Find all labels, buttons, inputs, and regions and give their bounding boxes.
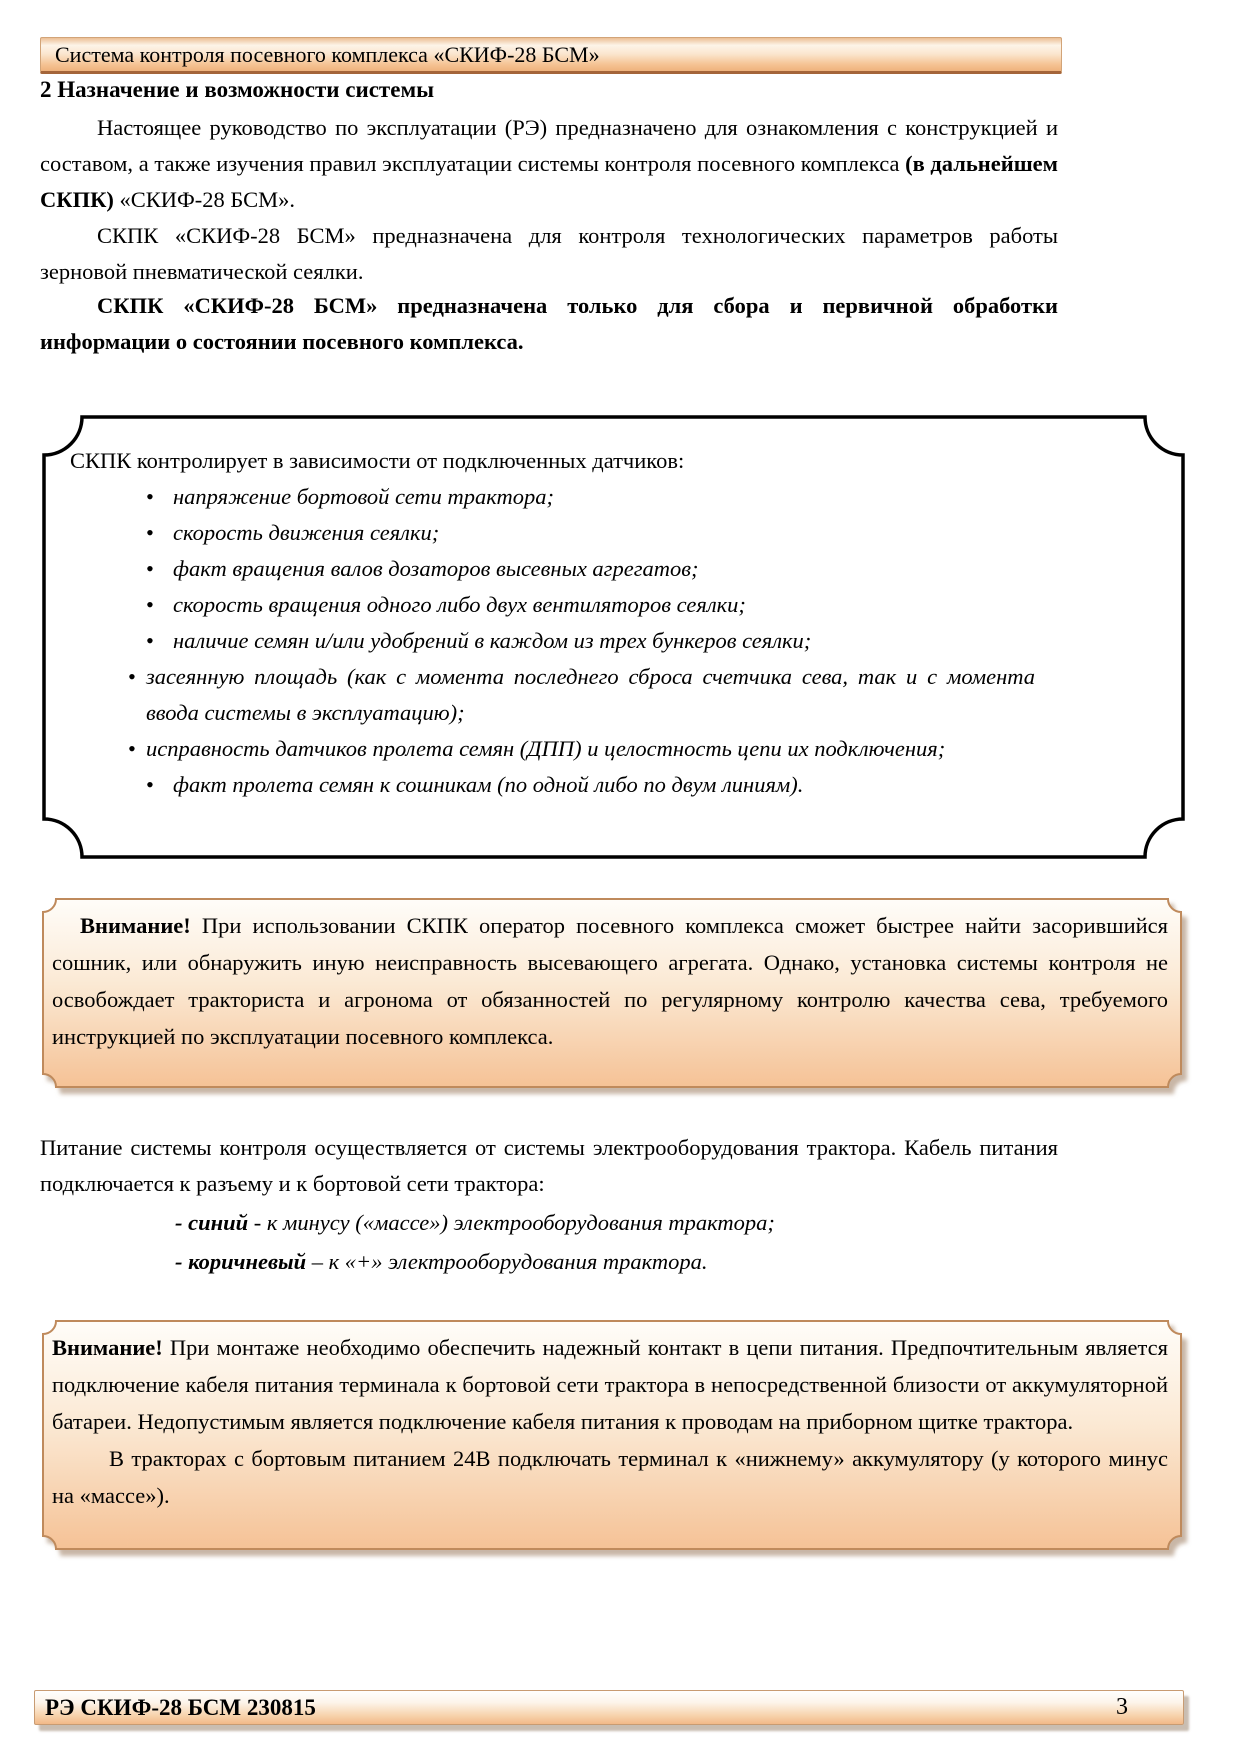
page-footer-banner (34, 1690, 1184, 1725)
sensor-list-item: • засеянную площадь (как с момента последнего сброса счетчика сева, так и с момента ввода системы в эксплуатацию); (70, 659, 1165, 731)
attention-box-mounting (42, 1320, 1182, 1550)
attention-label: Внимание! (80, 913, 191, 938)
sensor-list-item: • скорость движения сеялки; (70, 515, 1165, 551)
section-heading: 2 Назначение и возможности системы (40, 77, 435, 102)
sensor-capabilities-box (42, 415, 1185, 859)
header-title: Система контроля посевного комплекса «СКИФ-28 БСМ» (55, 41, 600, 67)
attention-box-mounting-content (42, 1320, 1182, 1514)
sensor-capabilities-content (42, 415, 1185, 803)
wire-blue-line (175, 1204, 1058, 1241)
attention-label: Внимание! (52, 1335, 163, 1360)
sensor-list-intro: СКПК контролирует в зависимости от подключенных датчиков: (70, 448, 685, 473)
power-section (40, 1130, 1058, 1280)
sensor-list-item: • скорость вращения одного либо двух вентиляторов сеялки; (70, 587, 1165, 623)
wire-brown-label: - коричневый (175, 1249, 307, 1274)
sensor-list (70, 479, 1165, 803)
intro-paragraph (40, 110, 1058, 218)
intro-paragraph-text: Настоящее руководство по эксплуатации (РЭ) предназначено для ознакомления с конструкцией и составом, а также изучения правил эксплуатации системы контроля посевного комплекса (40, 115, 1058, 176)
power-paragraph: Питание системы контроля осуществляется от системы электрооборудования трактора. Кабель питания подключается к разъему и к бортовой сети трактора: (40, 1135, 1058, 1196)
page-header-banner (40, 37, 1062, 74)
wire-blue-label: - синий (175, 1210, 249, 1235)
intro-paragraph-tail: «СКИФ-28 БСМ». (113, 187, 296, 212)
attention-box-operator-content (42, 898, 1182, 1055)
wire-blue-text: - к минусу («массе») электрооборудования трактора; (248, 1210, 775, 1235)
sensor-list-item: • напряжение бортовой сети трактора; (70, 479, 1165, 515)
attention-paragraph (52, 907, 1168, 1055)
attention-paragraph (52, 1329, 1168, 1440)
footer-page-number: 3 (1116, 1694, 1128, 1720)
scope-paragraph-bold: СКПК «СКИФ-28 БСМ» предназначена только для сбора и первичной обработки информации о состоянии посевного комплекса. (40, 293, 1058, 354)
sensor-list-item: • факт пролета семян к сошникам (по одной либо по двум линиям). (70, 767, 1165, 803)
footer-document-id: РЭ СКИФ-28 БСМ 230815 (45, 1694, 316, 1720)
attention-text: При монтаже необходимо обеспечить надежный контакт в цепи питания. Предпочтительным является подключение кабеля питания терминала к бортовой сети трактора в непосредственной близости от аккумуляторной батареи. Недопустимым является подключение кабеля питания к проводам на приборном щитке трактора. (52, 1335, 1168, 1434)
wire-brown-line (175, 1243, 1058, 1280)
wire-brown-text: – к «+» электрооборудования трактора. (306, 1249, 708, 1274)
intro-paragraph-bold: (в дальнейшем СКПК) (40, 151, 1058, 212)
sensor-list-item: • факт вращения валов дозаторов высевных агрегатов; (70, 551, 1165, 587)
attention-text: При использовании СКПК оператор посевного комплекса сможет быстрее найти засорившийся сошник, или обнаружить иную неисправность высевающего агрегата. Однако, установка системы контроля не освобождает тракториста и агронома от обязанностей по регулярному контролю качества сева, требуемого инструкцией по эксплуатации посевного комплекса. (52, 913, 1168, 1049)
attention-box-operator (42, 898, 1182, 1088)
purpose-paragraph: СКПК «СКИФ-28 БСМ» предназначена для контроля технологических параметров работы зерновой пневматической сеялки. (40, 223, 1058, 284)
attention-paragraph-2: В тракторах с бортовым питанием 24В подключать терминал к «нижнему» аккумулятору (у которого минус на «массе»). (52, 1446, 1168, 1508)
sensor-list-item: • исправность датчиков пролета семян (ДПП) и целостность цепи их подключения; (70, 731, 1165, 767)
sensor-list-item: • наличие семян и/или удобрений в каждом из трех бункеров сеялки; (70, 623, 1165, 659)
